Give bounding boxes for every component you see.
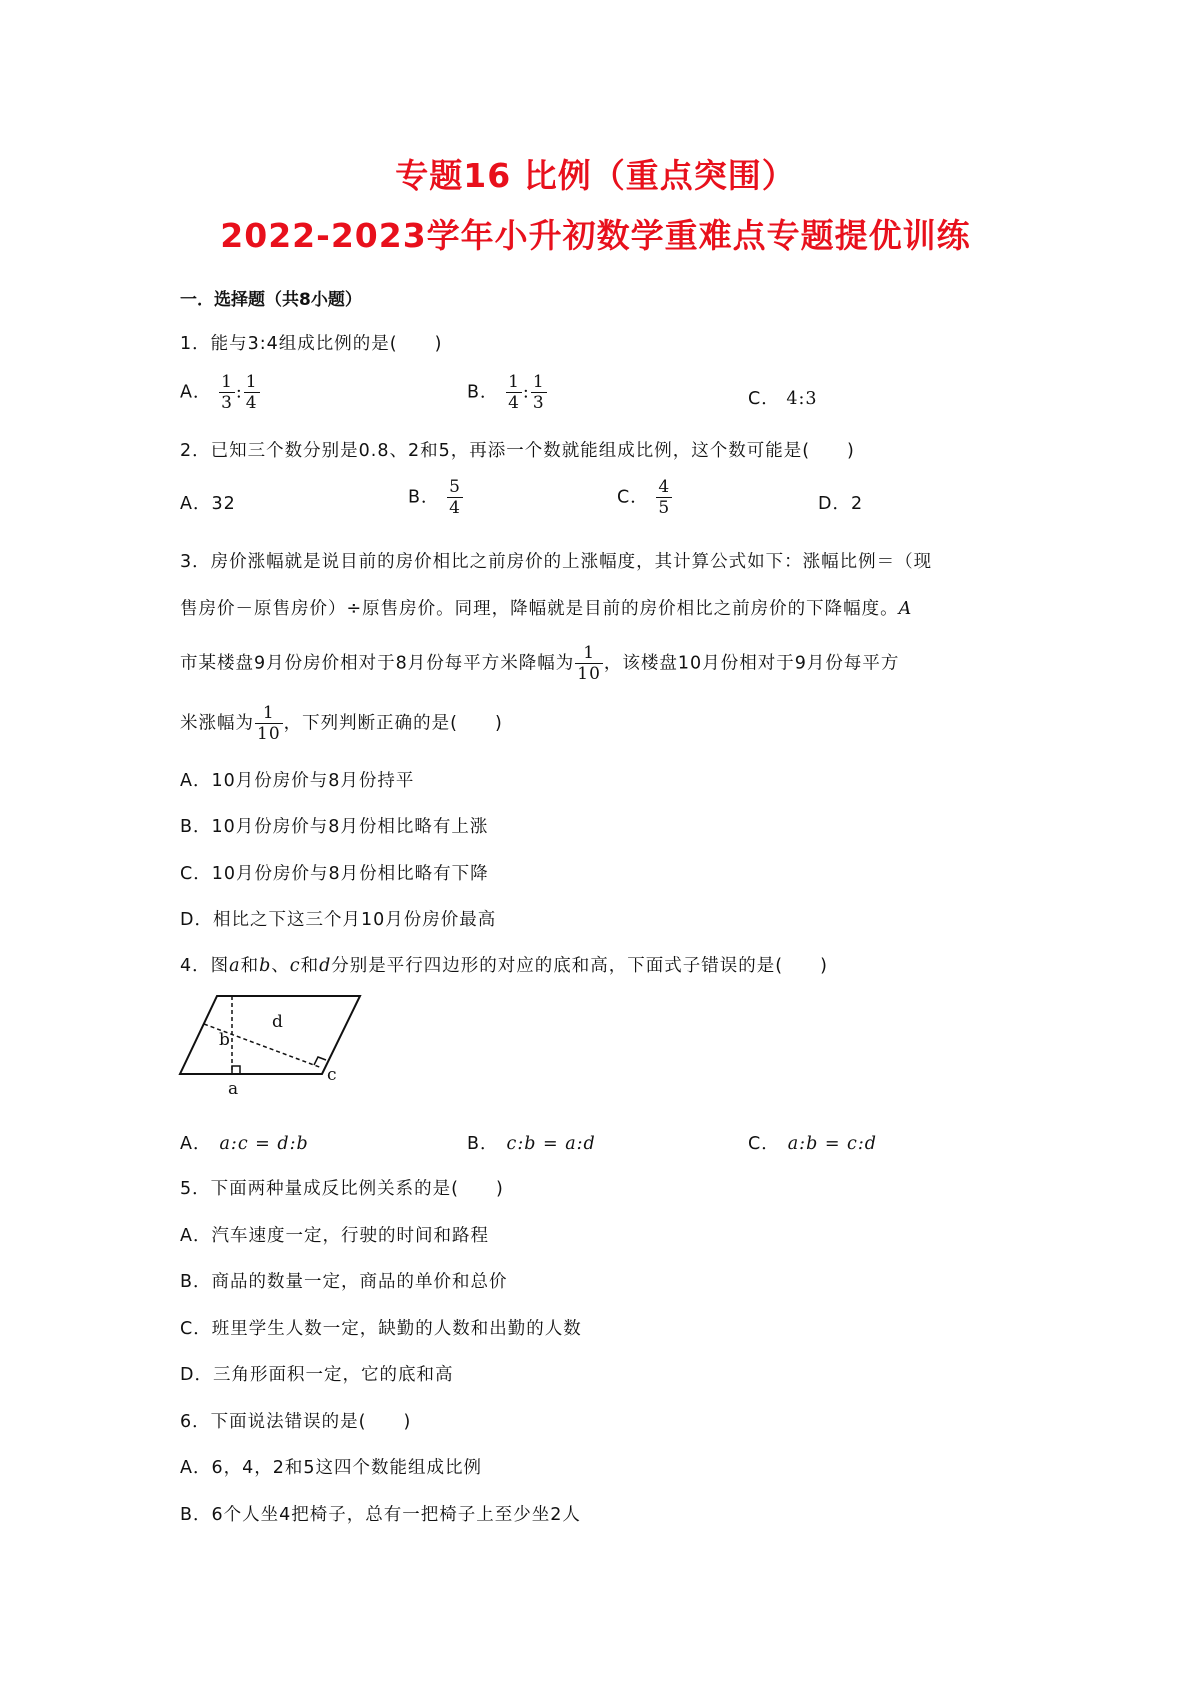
question-5-option-d: D．三角形面积一定，它的底和高 — [180, 1365, 454, 1385]
parallelogram-diagram-icon — [172, 990, 362, 1100]
question-3-option-b: B．10月份房价与8月份相比略有上涨 — [180, 817, 489, 837]
question-3-line2 — [180, 595, 912, 620]
denominator: 10 — [577, 664, 601, 684]
fraction — [447, 477, 463, 518]
question-2-option-a — [180, 490, 236, 515]
section-heading: 一．选择题（共8小题） — [180, 290, 362, 310]
question-5-option-b: B．商品的数量一定，商品的单价和总价 — [180, 1272, 508, 1292]
ratio-colon: : — [522, 382, 530, 403]
text: 4．图 — [180, 956, 230, 976]
option-label: C． — [748, 1134, 780, 1154]
question-1-option-c — [748, 385, 817, 410]
question-4-option-a — [180, 1130, 309, 1155]
question-3-option-a: A．10月份房价与8月份持平 — [180, 771, 415, 791]
numerator: 5 — [449, 477, 461, 497]
svg-text:a: a — [228, 1079, 239, 1099]
text: 市某楼盘9月份房价相对于8月份每平方米降幅为 — [180, 653, 575, 674]
option-label: D． — [818, 494, 851, 514]
text: 米涨幅为 — [180, 713, 254, 734]
option-label: B． — [467, 382, 499, 403]
ratio-colon: : — [235, 382, 243, 403]
fraction — [575, 643, 603, 684]
fraction — [506, 372, 522, 413]
numerator: 1 — [508, 372, 520, 392]
question-6-option-a: A．6，4，2和5这四个数能组成比例 — [180, 1458, 483, 1478]
svg-text:b: b — [219, 1030, 230, 1050]
question-5-option-a: A．汽车速度一定，行驶的时间和路程 — [180, 1226, 489, 1246]
denominator: 5 — [658, 498, 671, 518]
question-3-line3 — [180, 643, 899, 684]
numerator: 1 — [532, 372, 545, 392]
text: 和 — [300, 956, 320, 976]
question-5-stem: 5．下面两种量成反比例关系的是( ) — [180, 1179, 504, 1199]
numerator: 1 — [255, 703, 283, 724]
question-1-stem: 1．能与3:4组成比例的是( ) — [180, 334, 443, 354]
denominator: 4 — [449, 498, 461, 518]
fraction — [255, 703, 283, 744]
question-3-line1: 3．房价涨幅就是说目前的房价相比之前房价的上涨幅度，其计算公式如下：涨幅比例＝（现 — [180, 552, 933, 572]
option-label: B． — [408, 487, 440, 508]
text: ，该楼盘10月份相对于9月份每平方 — [603, 653, 900, 674]
option-expression: c:b = a:d — [506, 1134, 596, 1154]
option-text: 2 — [850, 494, 864, 514]
option-label: A． — [180, 382, 212, 403]
variable: b — [259, 956, 272, 976]
variable: d — [319, 956, 332, 976]
option-text: 32 — [211, 494, 236, 514]
question-1-option-a — [180, 372, 261, 413]
denominator: 4 — [245, 393, 258, 413]
option-label: A． — [180, 494, 212, 514]
denominator: 3 — [532, 393, 545, 413]
question-6-option-b: B．6个人坐4把椅子，总有一把椅子上至少坐2人 — [180, 1505, 581, 1525]
fraction — [531, 372, 547, 413]
option-label: A． — [180, 1134, 212, 1154]
denominator: 3 — [221, 393, 233, 413]
question-2-option-d — [818, 490, 863, 515]
option-label: B． — [467, 1134, 499, 1154]
numerator: 1 — [245, 372, 258, 392]
option-expression: a:c = d:b — [219, 1134, 309, 1154]
text: 售房价－原售房价）÷原售房价。同理，降幅就是目前的房价相比之前房价的下降幅度。 — [180, 599, 899, 619]
question-2-stem: 2．已知三个数分别是0.8、2和5，再添一个数就能组成比例，这个数可能是( ) — [180, 441, 855, 461]
option-expression: a:b = c:d — [787, 1134, 877, 1154]
svg-text:d: d — [272, 1012, 283, 1032]
variable: A — [898, 599, 913, 619]
option-text: 4:3 — [786, 389, 818, 409]
numerator: 4 — [658, 477, 671, 497]
variable: c — [289, 956, 301, 976]
svg-text:c: c — [327, 1065, 337, 1085]
question-3-line4 — [180, 703, 503, 744]
text: 、 — [271, 956, 290, 976]
question-3-option-c: C．10月份房价与8月份相比略有下降 — [180, 864, 489, 884]
question-2-option-c — [617, 477, 673, 518]
denominator: 10 — [257, 724, 281, 744]
numerator: 1 — [575, 643, 603, 664]
question-4-stem — [180, 952, 828, 977]
fraction — [219, 372, 235, 413]
text: ，下列判断正确的是( ) — [283, 713, 503, 734]
fraction — [244, 372, 260, 413]
question-1-option-b — [467, 372, 548, 413]
option-label: C． — [748, 389, 780, 409]
question-6-stem: 6．下面说法错误的是( ) — [180, 1412, 412, 1432]
question-4-option-c — [748, 1130, 877, 1155]
numerator: 1 — [221, 372, 233, 392]
question-5-option-c: C．班里学生人数一定，缺勤的人数和出勤的人数 — [180, 1319, 582, 1339]
text: 和 — [240, 956, 260, 976]
parallelogram-figure — [172, 990, 362, 1100]
page-title-line1: 专题16 比例（重点突围） — [395, 156, 796, 195]
option-label: C． — [617, 487, 649, 508]
text: 分别是平行四边形的对应的底和高，下面式子错误的是( ) — [331, 956, 828, 976]
question-4-option-b — [467, 1130, 596, 1155]
question-2-option-b — [408, 477, 464, 518]
denominator: 4 — [508, 393, 520, 413]
fraction — [656, 477, 672, 518]
question-3-option-d: D．相比之下这三个月10月份房价最高 — [180, 910, 497, 930]
page-title-line2: 2022-2023学年小升初数学重难点专题提优训练 — [220, 216, 971, 255]
variable: a — [229, 956, 241, 976]
